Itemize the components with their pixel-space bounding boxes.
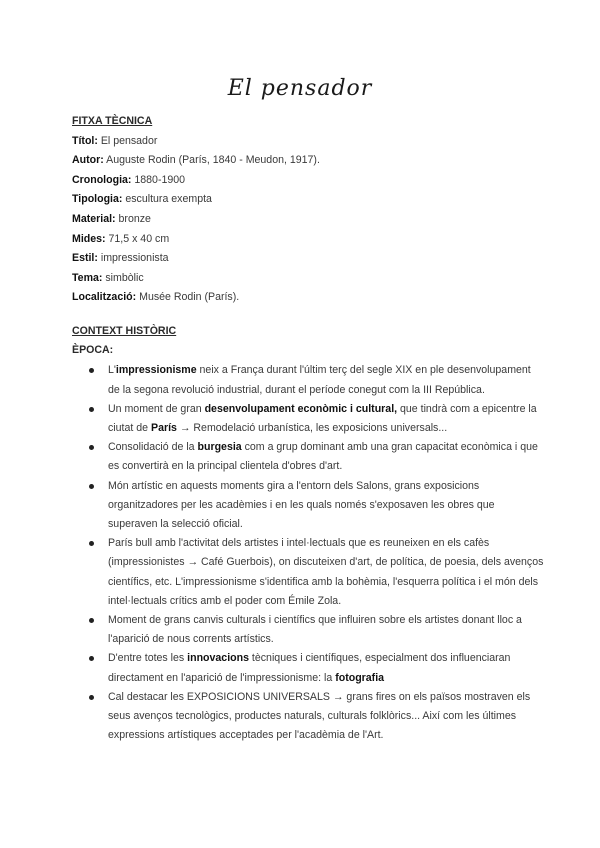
bullet-item	[72, 438, 544, 476]
bullet-item	[72, 400, 544, 438]
fitxa-value: bronze	[115, 212, 151, 225]
bullet-bold-text: burgesia	[197, 441, 242, 454]
bullet-text: neix a França durant l'últim terç del segle XIX en ple desenvolupament de la segona revolució industrial, durant el període conegut com la III República.	[108, 364, 531, 396]
fitxa-label: Mides:	[72, 232, 106, 245]
fitxa-label: Estil:	[72, 252, 98, 265]
bullet-dot-icon	[89, 618, 94, 623]
fitxa-row	[72, 190, 320, 210]
fitxa-value: 1880-1900	[131, 173, 186, 186]
epoca-subheading: ÈPOCA:	[72, 344, 114, 357]
fitxa-row	[72, 132, 320, 152]
bullet-text: tècniques i científiques, especialment dos influenciaran directament en l'aparició de l'impressionisme: la	[108, 652, 511, 684]
fitxa-label: Cronologia:	[72, 173, 132, 186]
bullet-text: D'entre totes les	[108, 652, 188, 665]
epoca-bullet-list	[72, 361, 544, 745]
bullet-bold-text: París	[151, 422, 177, 435]
fitxa-row	[72, 151, 320, 171]
bullet-text: com a grup dominant amb una gran capacitat econòmica i que es convertirà en la principal clientela d'obres d'art.	[108, 441, 538, 473]
bullet-text: → Remodelació urbanística, les exposicions universals...	[176, 422, 448, 435]
bullet-item	[72, 649, 544, 687]
fitxa-value: Auguste Rodin (París, 1840 - Meudon, 1917).	[103, 154, 320, 167]
fitxa-value: impressionista	[97, 252, 169, 265]
bullet-item	[72, 611, 544, 649]
fitxa-row	[72, 288, 320, 308]
bullet-bold-text: desenvolupament econòmic i cultural,	[204, 402, 398, 415]
bullet-dot-icon	[89, 484, 94, 489]
fitxa-label: Tema:	[72, 271, 103, 284]
fitxa-tecnica-heading: FITXA TÈCNICA	[72, 115, 153, 127]
bullet-text: que tindrà com a epicentre la ciutat de	[108, 402, 537, 435]
fitxa-label: Títol:	[72, 134, 98, 147]
bullet-dot-icon	[89, 695, 94, 700]
fitxa-tecnica-section	[72, 112, 320, 308]
fitxa-row	[72, 230, 320, 250]
fitxa-row	[72, 171, 320, 191]
bullet-dot-icon	[89, 541, 94, 546]
bullet-text: Consolidació de la	[108, 441, 198, 454]
bullet-dot-icon	[89, 407, 94, 412]
bullet-dot-icon	[89, 445, 94, 450]
fitxa-tecnica-list	[72, 132, 320, 308]
context-historic-section	[72, 322, 544, 745]
fitxa-label: Autor:	[72, 154, 104, 167]
bullet-text: L'	[108, 364, 116, 377]
bullet-text: Cal destacar les EXPOSICIONS UNIVERSALS → grans fires on els països mostraven els seus avenços tecnològics, productes naturals, culturals folklòrics... Així com les últimes expressions artístiques acceptades per l'acadèmia de l'Art.	[108, 690, 531, 742]
bullet-item	[72, 361, 544, 399]
bullet-text: Un moment de gran	[108, 402, 205, 415]
fitxa-value: Musée Rodin (París).	[136, 291, 240, 304]
bullet-text: Moment de grans canvis culturals i científics que influiren sobre els artistes donant lloc a l'aparició de nous corrents artístics.	[108, 614, 522, 646]
context-historic-heading: CONTEXT HISTÒRIC	[72, 325, 177, 337]
fitxa-label: Localització:	[72, 291, 137, 304]
fitxa-row	[72, 269, 320, 289]
bullet-dot-icon	[89, 368, 94, 373]
bullet-text: París bull amb l'activitat dels artistes i intel·lectuals que es reuneixen en els cafès (impressionistes → Café Guerbois), on discuteixen d'art, de política, de poesia, dels avenços científics, etc. L'impressionisme s'identifica amb la bohèmia, l'esquerra política i el món dels intel·lectuals crítics amb el poder com Émile Zola.	[108, 537, 544, 607]
fitxa-row	[72, 249, 320, 269]
document-title: El pensador	[227, 76, 373, 101]
fitxa-value: simbòlic	[102, 271, 144, 284]
fitxa-label: Tipologia:	[72, 193, 123, 206]
fitxa-row	[72, 210, 320, 230]
bullet-item	[72, 477, 544, 535]
bullet-item	[72, 534, 544, 611]
bullet-bold-text: impressionisme	[115, 364, 197, 377]
fitxa-value: El pensador	[97, 134, 158, 147]
bullet-item	[72, 688, 544, 746]
fitxa-value: 71,5 x 40 cm	[105, 232, 170, 245]
bullet-bold-text: innovacions	[187, 652, 249, 665]
fitxa-label: Material:	[72, 212, 116, 225]
fitxa-value: escultura exempta	[122, 193, 212, 206]
bullet-dot-icon	[89, 656, 94, 661]
bullet-text: Món artístic en aquests moments gira a l'entorn dels Salons, grans exposicions organitzadores per les acadèmies i en les quals només s'exposaven les obres que superaven la selecció oficial.	[108, 479, 495, 531]
bullet-bold-text: fotografia	[335, 671, 385, 684]
